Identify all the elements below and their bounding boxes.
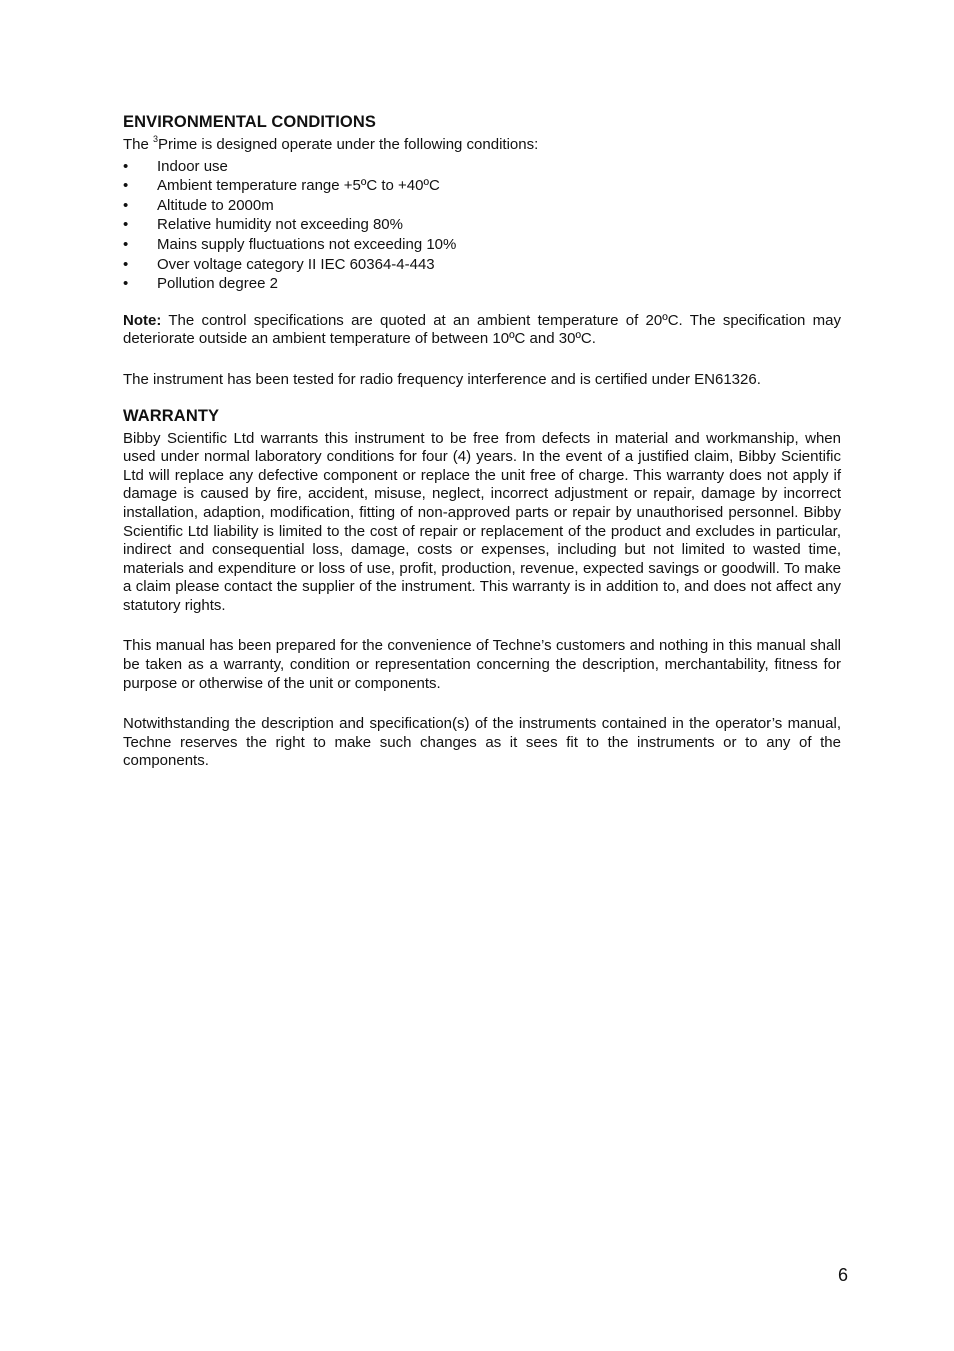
document-page xyxy=(123,112,841,771)
environmental-intro xyxy=(123,136,841,155)
condition-text: Indoor use xyxy=(157,157,228,175)
note-text: The control specifications are quoted at an ambient temperature of 20ºC. The specification may deteriorate outside an ambient temperature of between 10ºC and 30ºC. xyxy=(123,311,841,348)
intro-prefix: The xyxy=(123,136,154,153)
condition-text: Ambient temperature range +5ºC to +40ºC xyxy=(157,177,440,195)
environmental-conditions-heading: ENVIRONMENTAL CONDITIONS xyxy=(123,113,376,131)
page-number: 6 xyxy=(838,1265,849,1285)
condition-text: Pollution degree 2 xyxy=(157,275,278,293)
list-item xyxy=(123,196,841,216)
conditions-list xyxy=(123,157,841,294)
intro-suffix: Prime is designed operate under the following conditions: xyxy=(158,136,539,153)
bullet-icon: • xyxy=(123,235,129,253)
condition-text: Over voltage category II IEC 60364-4-443 xyxy=(157,255,435,273)
list-item xyxy=(123,157,841,177)
bullet-icon: • xyxy=(123,255,129,273)
warranty-paragraph: Bibby Scientific Ltd warrants this instrument to be free from defects in material and workmanship, when used under normal laboratory conditions for four (4) years. In the event of a justified claim, Bibby Scientific Ltd will replace any defective component or replace the unit free of charge. This warranty does not apply if damage is caused by fire, accident, misuse, neglect, incorrect adjustment or repair, damage by incorrect installation, adaption, modification, fitting of non-approved parts or repair by unauthorised personnel. Bibby Scientific Ltd liability is limited to the cost of repair or replacement of the product and excludes in particular, indirect and consequential loss, damage, costs or expenses, including but not limited to wasted time, materials and expenditure or loss of use, profit, production, revenue, expected savings or goodwill. To make a claim please contact the supplier of the instrument. This warranty is in addition to, and does not affect any statutory rights. xyxy=(123,429,841,614)
bullet-icon: • xyxy=(123,157,129,175)
warranty-heading: WARRANTY xyxy=(123,406,220,425)
condition-text: Altitude to 2000m xyxy=(157,196,274,214)
list-item xyxy=(123,176,841,196)
list-item xyxy=(123,235,841,255)
bullet-icon: • xyxy=(123,177,129,195)
intro-superscript: 3 xyxy=(153,134,159,144)
condition-text: Relative humidity not exceeding 80% xyxy=(157,216,403,234)
manual-disclaimer-paragraph: This manual has been prepared for the convenience of Techne’s customers and nothing in this manual shall be taken as a warranty, condition or representation concerning the description, merchantability, fitness for purpose or otherwise of the unit or components. xyxy=(123,637,841,692)
condition-text: Mains supply fluctuations not exceeding 10% xyxy=(157,235,457,253)
list-item xyxy=(123,255,841,275)
changes-reservation-paragraph: Notwithstanding the description and specification(s) of the instruments contained in the operator’s manual, Techne reserves the right to make such changes as it sees fit to the instruments or to any of the components. xyxy=(123,715,841,770)
list-item xyxy=(123,215,841,235)
bullet-icon: • xyxy=(123,196,129,214)
rfi-paragraph: The instrument has been tested for radio frequency interference and is certified under EN61326. xyxy=(123,370,761,388)
note-label: Note: xyxy=(123,311,162,329)
bullet-icon: • xyxy=(123,216,129,234)
note-paragraph xyxy=(123,312,841,349)
list-item xyxy=(123,274,841,294)
bullet-icon: • xyxy=(123,275,129,293)
